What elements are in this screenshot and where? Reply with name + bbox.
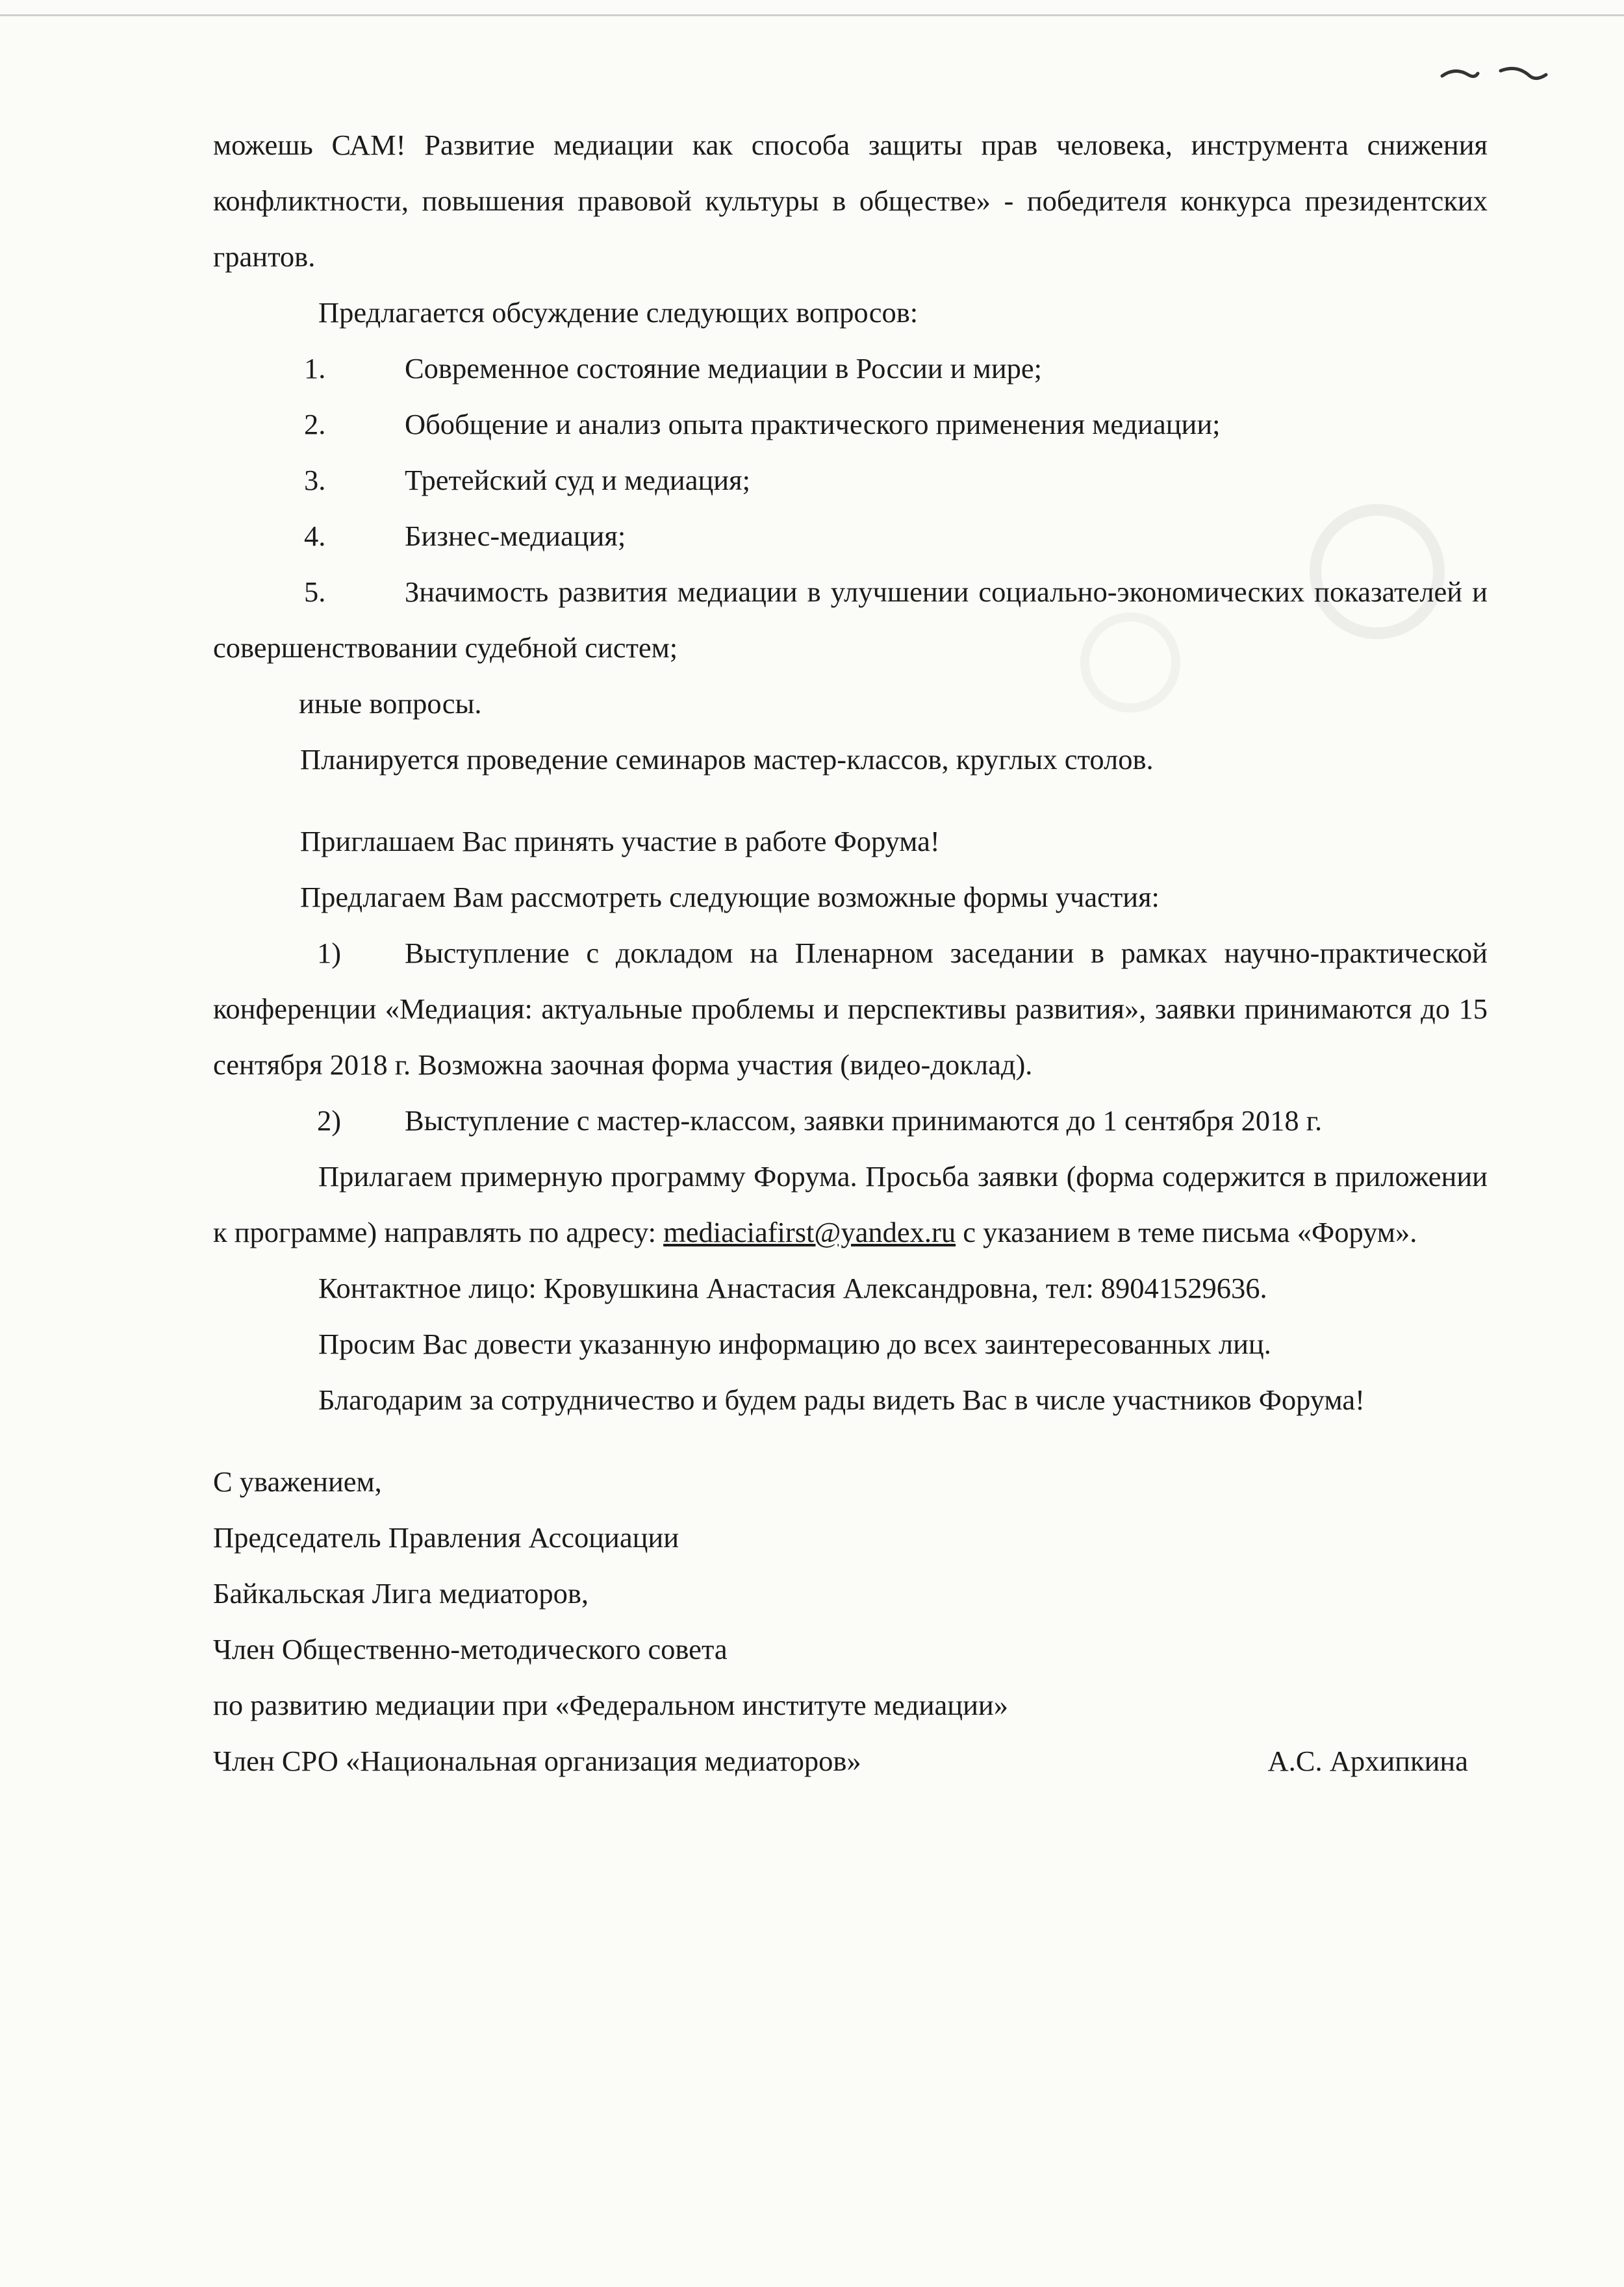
letter-body (213, 117, 1488, 1789)
closing-regards: С уважением, (213, 1465, 382, 1498)
form-text: Выступление с мастер-классом, заявки принимаются до 1 сентября 2018 г. (405, 1104, 1323, 1137)
program-paragraph (213, 1148, 1488, 1260)
issues-intro: Предлагается обсуждение следующих вопросов: (318, 296, 919, 329)
signature-title: Член СРО «Национальная организация медиаторов» (213, 1745, 861, 1777)
issue-text: Обобщение и анализ опыта практического применения медиации; (405, 408, 1221, 440)
signature-final-line (213, 1733, 1488, 1789)
signature-line: Председатель Правления Ассоциации (213, 1521, 679, 1554)
signature-line: по развитию медиации при «Федеральном институте медиации» (213, 1689, 1008, 1721)
pen-mark-icon (1439, 62, 1549, 88)
form-number: 2) (317, 1104, 342, 1137)
issue-text: Значимость развития медиации в улучшении социально-экономических показателей и совершенствовании судебной систем; (213, 575, 1488, 664)
program-text-before: Прилагаем примерную программу Форума. Просьба заявки (форма содержится в приложении к программе) направлять по адресу: (213, 1160, 1488, 1248)
spacer (213, 787, 1488, 813)
other-issues: иные вопросы. (299, 687, 482, 720)
issue-item (213, 340, 1488, 396)
issue-item-wrapped (213, 564, 1488, 676)
invitation: Приглашаем Вас принять участие в работе Форума! (300, 825, 940, 857)
signature-line: Член Общественно-методического совета (213, 1633, 728, 1665)
signature-line: Байкальская Лига медиаторов, (213, 1577, 589, 1610)
distribution-request: Просим Вас довести указанную информацию до всех заинтересованных лиц. (318, 1328, 1271, 1360)
issue-number: 4. (304, 520, 326, 552)
form-item (213, 1093, 1488, 1148)
issue-text: Бизнес-медиация; (405, 520, 626, 552)
forms-intro: Предлагаем Вам рассмотреть следующие возможные формы участия: (300, 881, 1160, 913)
signatory-name: А.С. Архипкина (1267, 1745, 1468, 1777)
signature-block (213, 1454, 1488, 1789)
form-number: 1) (317, 937, 342, 969)
planned-events: Планируется проведение семинаров мастер-классов, круглых столов. (300, 743, 1154, 776)
scan-top-edge (0, 14, 1624, 16)
form-item (213, 925, 1488, 1093)
email-link[interactable]: mediaciafirst@yandex.ru (663, 1216, 956, 1248)
issue-number: 1. (304, 352, 326, 385)
contact-person: Контактное лицо: Кровушкина Анастасия Александровна, тел: 89041529636. (318, 1272, 1267, 1304)
issue-item (213, 452, 1488, 508)
form-text: Выступление с докладом на Пленарном заседании в рамках научно-практической конференции «Медиация: актуальные проблемы и перспективы развития», заявки принимаются до 15 сентября 2018 г. Возможна заочная форма участия (видео-доклад). (213, 937, 1488, 1081)
issue-text: Современное состояние медиации в России и мире; (405, 352, 1043, 385)
program-text-after: с указанием в теме письма «Форум». (956, 1216, 1417, 1248)
issue-text: Третейский суд и медиация; (405, 464, 750, 496)
spacer (213, 1428, 1488, 1454)
intro-paragraph: можешь САМ! Развитие медиации как способа защиты прав человека, инструмента снижения конфликтности, повышения правовой культуры в обществе» - победителя конкурса президентских грантов. (213, 129, 1488, 273)
issue-item (213, 508, 1488, 564)
issue-item (213, 396, 1488, 452)
issue-number: 3. (304, 464, 326, 496)
thanks-paragraph: Благодарим за сотрудничество и будем рады видеть Вас в числе участников Форума! (318, 1384, 1365, 1416)
issue-number: 5. (304, 575, 326, 608)
issue-number: 2. (304, 408, 326, 440)
